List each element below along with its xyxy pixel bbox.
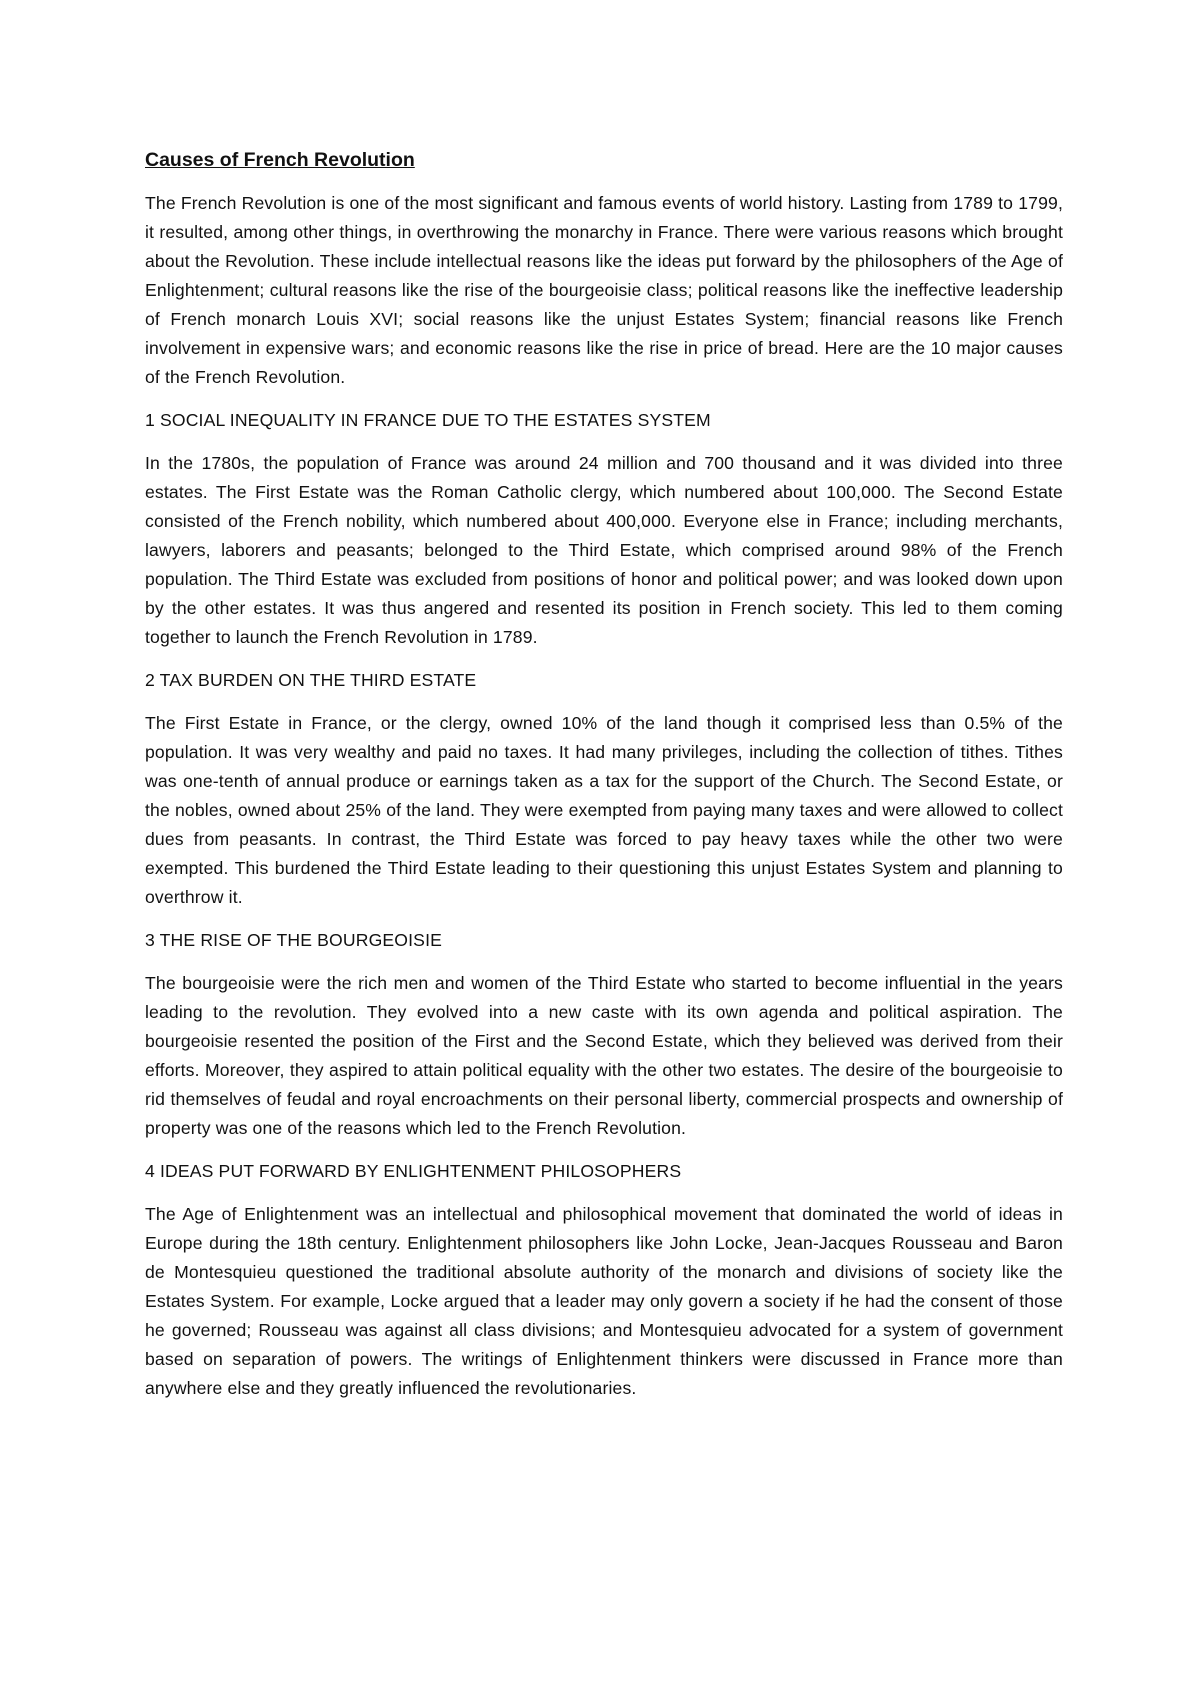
section-paragraph: In the 1780s, the population of France was around 24 million and 700 thousand and it was divided into three estates. The First Estate was the Roman Catholic clergy, which numbered about 100,000. The Second Estate consisted of the French nobility, which numbered about 400,000. Everyone else in France; including merchants, lawyers, laborers and peasants; belonged to the Third Estate, which comprised around 98% of the French population. The Third Estate was excluded from positions of honor and political power; and was looked down upon by the other estates. It was thus angered and resented its position in French society. This led to them coming together to launch the French Revolution in 1789. — [145, 453, 1063, 647]
section-paragraph: The Age of Enlightenment was an intellectual and philosophical movement that dominated the world of ideas in Europe during the 18th century. Enlightenment philosophers like John Locke, Jean-Jacques Rousseau and Baron de Montesquieu questioned the traditional absolute authority of the monarch and divisions of society like the Estates System. For example, Locke argued that a leader may only govern a society if he had the consent of those he governed; Rousseau was against all class divisions; and Montesquieu advocated for a system of government based on separation of powers. The writings of Enlightenment thinkers were discussed in France more than anywhere else and they greatly influenced the revolutionaries. — [145, 1204, 1063, 1398]
section-heading: 4 IDEAS PUT FORWARD BY ENLIGHTENMENT PHILOSOPHERS — [145, 1161, 682, 1181]
document-title: Causes of French Revolution — [145, 149, 415, 171]
section-heading: 3 THE RISE OF THE BOURGEOISIE — [145, 930, 442, 950]
section-paragraph: The First Estate in France, or the clergy, owned 10% of the land though it comprised less than 0.5% of the population. It was very wealthy and paid no taxes. It had many privileges, including the collection of tithes. Tithes was one-tenth of annual produce or earnings taken as a tax for the support of the Church. The Second Estate, or the nobles, owned about 25% of the land. They were exempted from paying many taxes and were allowed to collect dues from peasants. In contrast, the Third Estate was forced to pay heavy taxes while the other two were exempted. This burdened the Third Estate leading to their questioning this unjust Estates System and planning to overthrow it. — [145, 713, 1063, 907]
intro-paragraph: The French Revolution is one of the most significant and famous events of world history. Lasting from 1789 to 1799, it resulted, among other things, in overthrowing the monarchy in France. There were various reasons which brought about the Revolution. These include intellectual reasons like the ideas put forward by the philosophers of the Age of Enlightenment; cultural reasons like the rise of the bourgeoisie class; political reasons like the ineffective leadership of French monarch Louis XVI; social reasons like the unjust Estates System; financial reasons like French involvement in expensive wars; and economic reasons like the rise in price of bread. Here are the 10 major causes of the French Revolution. — [145, 193, 1063, 387]
section-heading: 2 TAX BURDEN ON THE THIRD ESTATE — [145, 670, 477, 690]
section-heading: 1 SOCIAL INEQUALITY IN FRANCE DUE TO THE ESTATES SYSTEM — [145, 410, 711, 430]
document-page — [145, 145, 1063, 1417]
section-paragraph: The bourgeoisie were the rich men and women of the Third Estate who started to become influential in the years leading to the revolution. They evolved into a new caste with its own agenda and political aspiration. The bourgeoisie resented the position of the First and the Second Estate, which they believed was derived from their efforts. Moreover, they aspired to attain political equality with the other two estates. The desire of the bourgeoisie to rid themselves of feudal and royal encroachments on their personal liberty, commercial prospects and ownership of property was one of the reasons which led to the French Revolution. — [145, 973, 1063, 1138]
